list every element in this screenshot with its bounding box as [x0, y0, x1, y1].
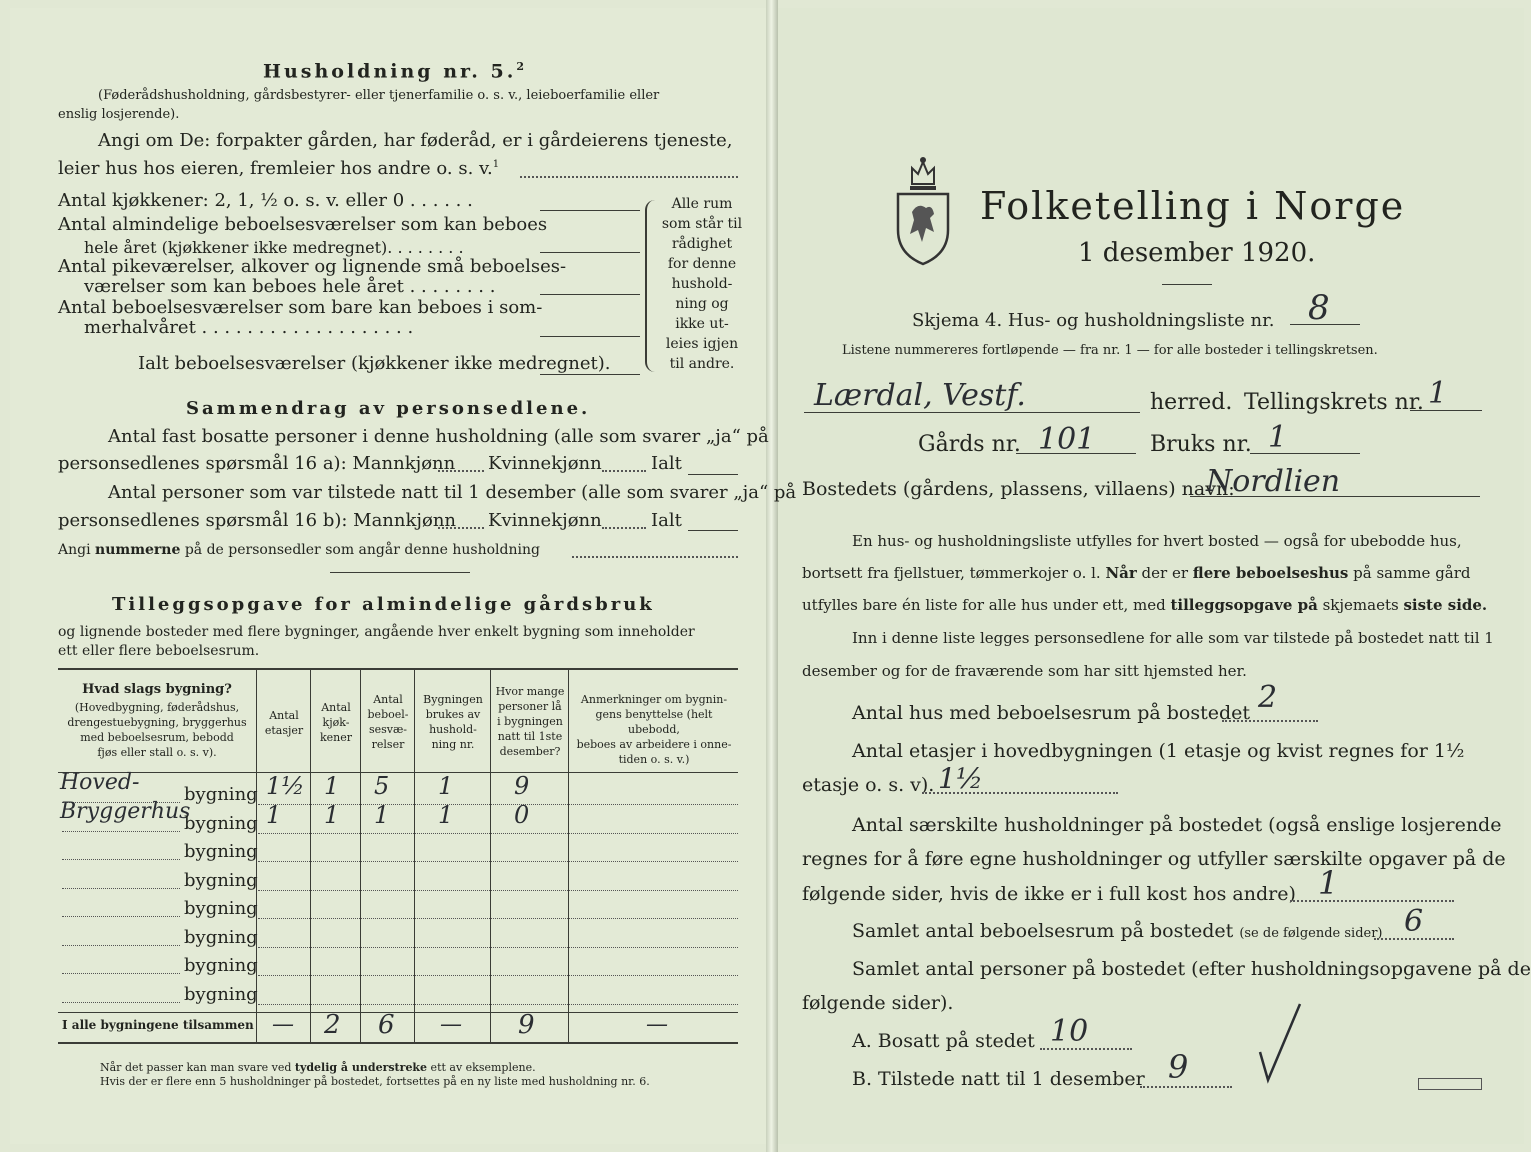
fast-line-1: Antal fast bosatte personer i denne husholdning (alle som svarer „ja“ på — [108, 426, 769, 447]
alm-label-2: hele året (kjøkkener ikke medregnet). . . . . . . . — [84, 238, 464, 257]
info-line-5: desember og for de fraværende som har sitt hjemsted her. — [802, 662, 1247, 680]
cell-personer[interactable]: 9 — [514, 772, 530, 800]
row-bygning-label: bygning — [184, 955, 258, 976]
intro-paren: (Føderådshusholdning, gårdsbestyrer- eller tjenerfamilie o. s. v., leieboerfamilie eller — [98, 88, 660, 103]
kjokkener-field[interactable] — [540, 210, 640, 211]
angi-sup: 1 — [492, 159, 500, 170]
bruks-value: 1 — [1268, 420, 1288, 455]
info-3-bold-2: siste side. — [1403, 596, 1488, 614]
hus-value: 2 — [1258, 680, 1278, 715]
saer-line-2: regnes for å føre egne husholdninger og utfyller særskilte opgaver på de — [802, 848, 1506, 870]
total-kjokkener: 2 — [324, 1010, 341, 1040]
hus-field[interactable] — [1222, 720, 1318, 722]
fast-line-2: personsedlenes spørsmål 16 a): Mannkjønn — [58, 453, 456, 474]
row-bygning-label: bygning — [184, 812, 258, 834]
row-line — [258, 890, 738, 891]
th-vaerelser — [362, 692, 414, 752]
page-fold — [766, 0, 778, 1152]
sommer-field[interactable] — [540, 336, 640, 337]
row-name-field[interactable] — [62, 1002, 180, 1003]
th-building-sub-line: drengestuebygning, bryggerhus — [67, 716, 247, 729]
brace-note-line: leies igjen — [665, 336, 739, 352]
tilstede-ialt-field[interactable] — [688, 530, 738, 531]
row-bygning-label: bygning — [184, 983, 258, 1005]
brace-note — [658, 194, 746, 374]
row-line — [258, 918, 738, 919]
cell-kjokkener[interactable]: 1 — [324, 800, 340, 829]
footnote-1-post: ett av eksemplene. — [427, 1061, 536, 1074]
gards-value: 101 — [1038, 422, 1096, 457]
row-bygning-label: bygning — [184, 869, 258, 891]
row-bygning-label: bygning — [184, 784, 258, 805]
tillegg-line-1: og lignende bosteder med flere bygninger, angående hver enkelt bygning som inneholder — [58, 624, 695, 640]
row-name-field[interactable] — [62, 859, 180, 860]
footnote-1 — [100, 1061, 536, 1074]
total-anm: — — [646, 1012, 668, 1037]
th-brukes-line: Bygningen — [423, 693, 483, 706]
norway-coat-of-arms-icon — [892, 154, 954, 266]
sommer-label-2: merhalvåret . . . . . . . . . . . . . . . . . . . — [84, 317, 414, 338]
alm-field[interactable] — [540, 252, 640, 253]
saer-field[interactable] — [1290, 900, 1454, 902]
th-personer-line: i bygningen — [497, 715, 563, 728]
brace-note-line: hushold- — [671, 276, 733, 292]
cell-etasjer[interactable]: 1 — [266, 800, 282, 829]
gards-label: Gårds nr. — [918, 432, 1021, 457]
info-2-pre: bortsett fra fjellstuer, tømmerkojer o. l. — [802, 564, 1106, 582]
th-brukes-line: brukes av — [425, 708, 481, 721]
table-header-border — [58, 772, 738, 773]
check-mark-icon — [1256, 1000, 1306, 1084]
census-title: Folketelling i Norge — [980, 184, 1406, 228]
bosted-value: Nordlien — [1206, 464, 1341, 499]
footnote-1-pre: Når det passer kan man svare ved — [100, 1061, 295, 1074]
pike-label-1: Antal pikeværelser, alkover og lignende små beboelses- — [58, 256, 567, 277]
info-line-1: En hus- og husholdningsliste utfylles for hvert bosted — også for ubebodde hus, — [852, 532, 1462, 550]
tilstede-kvinne-field[interactable] — [602, 527, 646, 529]
table-top-border — [58, 668, 738, 670]
bosted-label: Bostedets (gårdens, plassens, villaens) navn: — [802, 478, 1235, 500]
th-etasjer-line: Antal — [269, 709, 299, 722]
bosatt-value: 10 — [1050, 1014, 1089, 1049]
ialt-rooms-field[interactable] — [540, 374, 640, 375]
th-kjokkener-line: kjøk- — [322, 716, 350, 729]
bruks-field[interactable] — [1250, 453, 1360, 454]
brace-note-line: for denne — [667, 256, 737, 272]
samlet-pers-line-2: følgende sider). — [802, 992, 954, 1014]
fast-kvinne-field[interactable] — [602, 470, 646, 472]
table-col-line — [360, 668, 361, 1042]
row-bygning-label: bygning — [184, 841, 258, 862]
etasjer-value: 1½ — [938, 762, 983, 795]
cell-brukes[interactable]: 1 — [438, 772, 454, 800]
table-bottom-border — [58, 1042, 738, 1044]
brace-note-line: til andre. — [669, 356, 735, 372]
tilstede-field[interactable] — [1140, 1086, 1232, 1088]
th-building-sub-line: fjøs eller stall o. s. v). — [97, 746, 217, 759]
saer-line-1: Antal særskilte husholdninger på bostedet (også enslige losjerende — [852, 814, 1502, 836]
th-personer-line: desember? — [499, 745, 561, 758]
row-building-name: Bryggerhus — [60, 798, 191, 824]
row-name-field[interactable] — [62, 916, 180, 917]
tillegg-line-2: ett eller flere beboelsesrum. — [58, 643, 260, 659]
listene-note: Listene nummereres fortløpende — fra nr. 1 — for alle bosteder i tellingskretsen. — [842, 343, 1378, 358]
pike-label-2: værelser som kan beboes hele året . . . . . . . . — [84, 276, 496, 297]
angi-line-2-text: leier hus hos eieren, fremleier hos andre o. s. v. — [58, 158, 493, 179]
cell-brukes[interactable]: 1 — [438, 800, 454, 829]
ialt-rooms-label: Ialt beboelsesværelser (kjøkkener ikke medregnet). — [138, 353, 611, 374]
info-2-bold-2: flere beboelseshus — [1192, 564, 1349, 582]
brace — [645, 200, 657, 372]
row-line — [258, 861, 738, 862]
cell-personer[interactable]: 0 — [514, 800, 530, 829]
row-line — [258, 975, 738, 976]
info-2-mid: der er — [1136, 564, 1193, 582]
table-col-line — [490, 668, 491, 1042]
row-line — [258, 1004, 738, 1005]
row-bygning-label: bygning — [184, 898, 258, 919]
tilstede-mann-field[interactable] — [438, 527, 484, 529]
info-3-pre: utfylles bare én liste for alle hus under ett, med — [802, 596, 1171, 614]
brace-note-line: rådighet — [671, 236, 733, 252]
cell-kjokkener[interactable]: 1 — [324, 772, 340, 800]
brace-note-line: Alle rum — [671, 196, 733, 212]
brace-note-line: ning og — [675, 296, 729, 312]
herred-field[interactable] — [804, 412, 1140, 413]
footnote-1-bold: tydelig å understreke — [294, 1061, 428, 1074]
skjema-nr-value: 8 — [1308, 288, 1330, 328]
th-anmerkninger-line: beboes av arbeidere i onne- — [576, 738, 732, 751]
title-divider — [1162, 284, 1212, 285]
intro-paren-2: enslig losjerende). — [58, 107, 180, 122]
info-line-2 — [802, 564, 1471, 582]
th-vaerelser-line: relser — [371, 738, 405, 751]
th-brukes — [416, 692, 490, 752]
total-brukes: — — [440, 1012, 462, 1037]
cell-vaerelser[interactable]: 1 — [374, 800, 390, 829]
tillegg-title: Tilleggsopgave for almindelige gårdsbruk — [112, 594, 655, 615]
row-building-name: Hoved- — [60, 770, 140, 795]
th-kjokkener-line: kener — [319, 731, 353, 744]
th-building-sub — [62, 700, 252, 760]
tellingskrets-value: 1 — [1428, 376, 1448, 411]
info-line-3 — [802, 596, 1487, 614]
th-kjokkener — [312, 700, 360, 745]
printer-stamp-icon — [1418, 1078, 1482, 1090]
info-line-4: Inn i denne liste legges personsedlene for alle som var tilstede på bostedet natt til 1 — [852, 629, 1494, 647]
row-line — [258, 833, 738, 834]
row-name-field[interactable] — [62, 973, 180, 974]
th-brukes-line: ning nr. — [431, 738, 475, 751]
saer-value: 1 — [1318, 864, 1339, 902]
samlet-rom-text: Samlet antal beboelsesrum på bostedet — [852, 920, 1234, 942]
th-building-title: Hvad slags bygning? — [82, 682, 232, 697]
th-building-sub-line: med beboelsesrum, bebodd — [80, 731, 234, 744]
fast-ialt-field[interactable] — [688, 474, 738, 475]
sommer-label-1: Antal beboelsesværelser som bare kan beboes i som- — [58, 297, 543, 318]
angi-line-2 — [58, 158, 499, 179]
table-total-border — [58, 1012, 738, 1013]
fast-kvinne-label: Kvinnekjønn — [488, 453, 602, 474]
brace-note-line: som står til — [661, 216, 743, 232]
th-personer-line: Hvor mange — [495, 685, 565, 698]
angi-answer-line[interactable] — [520, 176, 738, 178]
cell-vaerelser[interactable]: 5 — [374, 772, 390, 800]
total-etasjer: — — [272, 1012, 294, 1037]
total-personer: 9 — [518, 1010, 535, 1040]
row-name-field[interactable] — [62, 888, 180, 889]
samlet-rom-note: (se de følgende sider) — [1239, 926, 1383, 941]
tilstede-kvinne-label: Kvinnekjønn — [488, 510, 602, 531]
th-anmerkninger-line: tiden o. s. v.) — [618, 753, 690, 766]
table-col-line — [414, 668, 415, 1042]
th-vaerelser-line: beboel- — [367, 708, 409, 721]
nummerne-post: på de personsedler som angår denne husholdning — [180, 542, 540, 558]
info-2-bold-1: Når — [1105, 564, 1137, 582]
nummerne-pre: Angi — [58, 542, 96, 558]
herred-label: herred. — [1150, 390, 1233, 415]
tilstede-line-2: personsedlenes spørsmål 16 b): Mannkjønn — [58, 510, 457, 531]
cell-etasjer[interactable]: 1½ — [266, 772, 305, 800]
bosatt-label: A. Bosatt på stedet — [852, 1030, 1035, 1052]
nummerne-field[interactable] — [572, 556, 738, 558]
census-date: 1 desember 1920. — [1078, 238, 1316, 268]
kjokkener-label: Antal kjøkkener: 2, 1, ½ o. s. v. eller 0 . . . . . . — [58, 190, 473, 211]
etasjer-line-2: etasje o. s. v). — [802, 774, 935, 796]
th-kjokkener-line: Antal — [321, 701, 351, 714]
tilstede-value: 9 — [1168, 1048, 1189, 1086]
th-etasjer — [258, 708, 310, 738]
footnote-2: Hvis der er flere enn 5 husholdninger på bostedet, fortsettes på en ny liste med husholdning nr. 6. — [100, 1075, 650, 1088]
total-label: I alle bygningene tilsammen — [62, 1018, 254, 1032]
th-anmerkninger-line: Anmerkninger om bygnin- — [580, 693, 728, 706]
th-personer-line: personer lå — [498, 700, 562, 713]
th-etasjer-line: etasjer — [264, 724, 304, 737]
angi-line-1: Angi om De: forpakter gården, har føderåd, er i gårdeierens tjeneste, — [98, 130, 733, 151]
tilstede-line-1: Antal personer som var tilstede natt til 1 desember (alle som svarer „ja“ på — [108, 482, 797, 503]
info-3-mid: skjemaets — [1317, 596, 1404, 614]
samlet-pers-line-1: Samlet antal personer på bostedet (efter husholdningsopgavene på de — [852, 958, 1531, 980]
alm-label-1: Antal almindelige beboelsesværelser som kan beboes — [58, 214, 548, 235]
row-name-field[interactable] — [62, 945, 180, 946]
th-anmerkninger — [570, 692, 738, 767]
row-bygning-label: bygning — [184, 926, 258, 948]
samlet-rom-value: 6 — [1404, 904, 1424, 939]
household-title-text: Husholdning nr. 5. — [263, 60, 517, 83]
tilstede-label: B. Tilstede natt til 1 desember — [852, 1068, 1145, 1090]
table-col-line — [310, 668, 311, 1042]
row-line — [258, 947, 738, 948]
info-3-bold-1: tilleggsopgave på — [1170, 596, 1318, 614]
pike-field[interactable] — [540, 294, 640, 295]
fast-mann-field[interactable] — [438, 470, 484, 472]
saer-line-3: følgende sider, hvis de ikke er i full kost hos andre) — [802, 883, 1296, 905]
bruks-label: Bruks nr. — [1150, 432, 1252, 457]
th-anmerkninger-line: gens benyttelse (helt ubebodd, — [595, 708, 713, 736]
household-title — [263, 60, 527, 82]
etasjer-line-1: Antal etasjer i hovedbygningen (1 etasje og kvist regnes for 1½ — [852, 740, 1465, 762]
row-name-field[interactable] — [62, 831, 180, 832]
table-col-line — [568, 668, 569, 1042]
th-vaerelser-line: Antal — [373, 693, 403, 706]
nummerne-line — [58, 542, 540, 558]
th-brukes-line: hushold- — [429, 723, 477, 736]
th-vaerelser-line: sesvæ- — [368, 723, 408, 736]
fast-ialt-label: Ialt — [651, 453, 682, 474]
nummerne-bold: nummerne — [95, 542, 181, 558]
hus-label: Antal hus med beboelsesrum på bostedet — [852, 702, 1251, 724]
household-title-sup: 2 — [516, 60, 527, 73]
sammendrag-title: Sammendrag av personsedlene. — [186, 398, 591, 419]
herred-value: Lærdal, Vestf. — [814, 378, 1026, 413]
skjema-label: Skjema 4. Hus- og husholdningsliste nr. — [912, 310, 1275, 331]
th-building-sub-line: (Hovedbygning, føderådshus, — [74, 701, 240, 714]
info-2-post: på samme gård — [1348, 564, 1471, 582]
total-vaerelser: 6 — [378, 1010, 395, 1040]
th-personer-line: natt til 1ste — [497, 730, 563, 743]
th-personer — [492, 684, 568, 759]
section-divider — [330, 572, 470, 573]
tellingskrets-label: Tellingskrets nr. — [1244, 390, 1424, 415]
samlet-rom-label — [852, 920, 1383, 942]
brace-note-line: ikke ut- — [675, 316, 729, 332]
tilstede-ialt-label: Ialt — [651, 510, 682, 531]
